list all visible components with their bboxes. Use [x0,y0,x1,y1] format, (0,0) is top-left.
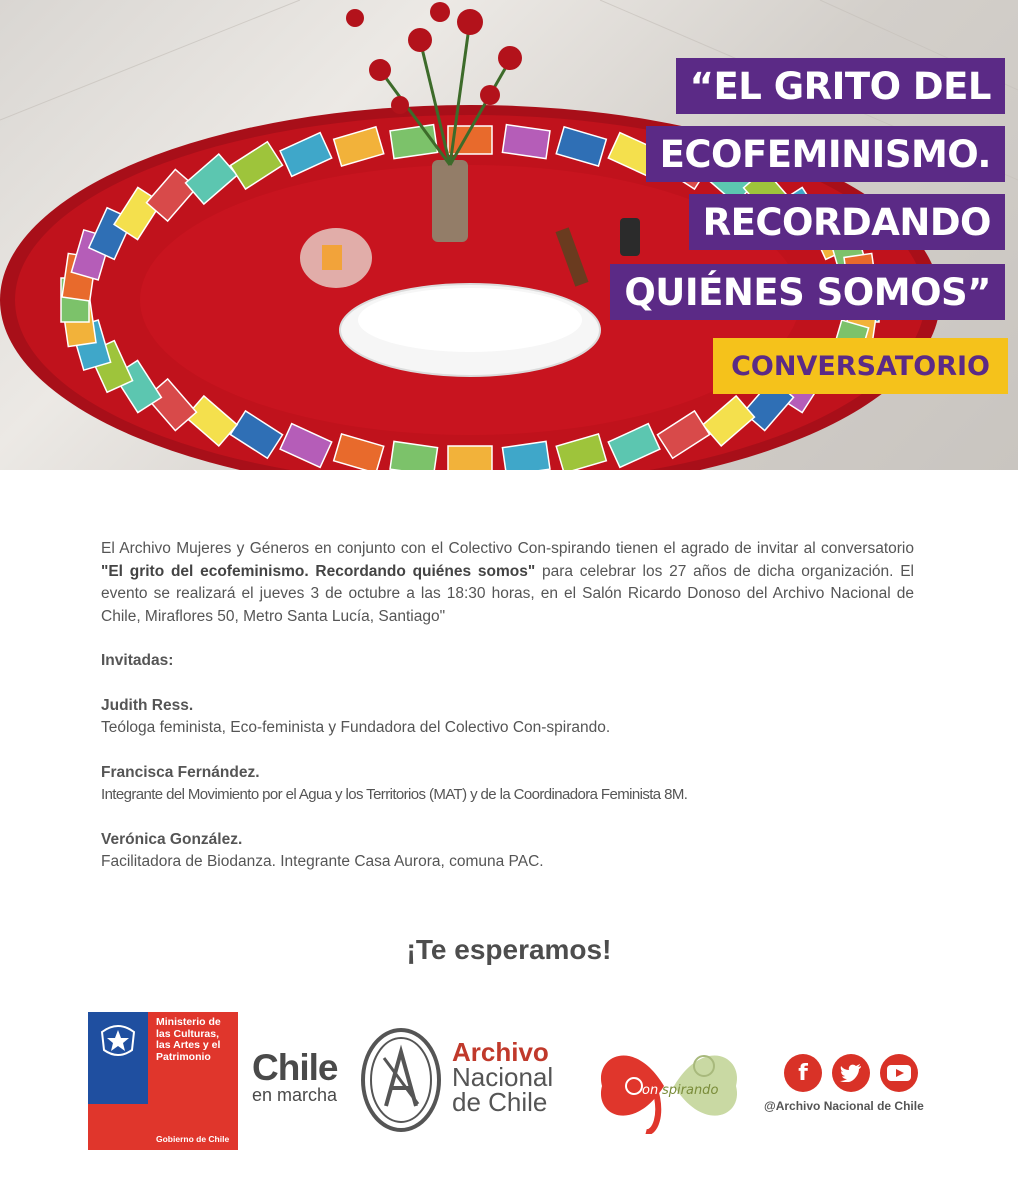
svg-text:on: on [642,1083,659,1098]
ministry-name-4: Patrimonio [156,1050,211,1063]
archivo-logo-line-3: de Chile [452,1087,548,1117]
title-line-2: ECOFEMINISMO. [646,126,1005,182]
guest-item [101,829,914,874]
chile-en-marcha-logo [252,1047,338,1105]
title-line-1: “EL GRITO DEL [676,58,1005,114]
title-line-4: QUIÉNES SOMOS” [610,264,1005,320]
ministry-name-2: las Culturas, [156,1027,220,1040]
guest-name: Verónica González. [101,830,243,848]
call-to-action: ¡Te esperamos! [406,934,612,965]
guest-name: Francisca Fernández. [101,763,260,781]
ministry-name-1: Ministerio de [156,1016,221,1028]
title-line-3: RECORDANDO [689,194,1005,250]
twitter-icon[interactable] [832,1054,870,1092]
guest-name: Judith Ress. [101,696,194,714]
gobierno-label: Gobierno de Chile [156,1134,230,1144]
guest-item [101,695,914,740]
svg-text:spirando: spirando [662,1083,719,1098]
social-handle: @Archivo Nacional de Chile [764,1099,924,1113]
intro-event-title: "El grito del ecofeminismo. Recordando quiénes somos" [101,562,536,580]
social-links [784,1054,918,1092]
guest-description: Facilitadora de Biodanza. Integrante Casa Aurora, comuna PAC. [101,853,544,870]
archivo-nacional-logo [452,1037,554,1117]
archivo-logo-line-1: Archivo [452,1037,549,1067]
event-type-badge: CONVERSATORIO [713,338,1008,394]
facebook-icon[interactable]: f [784,1054,822,1092]
booklet [390,125,438,159]
intro-text-1: El Archivo Mujeres y Géneros en conjunto con el Colectivo Con-spirando tienen el agrado de invitar al conversatorio [101,540,914,557]
ministry-logo [88,1012,238,1150]
archivo-logo-line-2: Nacional [452,1062,554,1092]
intro-text-2: para celebrar los 27 años de dicha organización. El evento se realizará el jueves 3 de octubre a las 18:30 horas, en el Salón Ricardo Donoso del Archivo Nacional de Chile, Miraflores 50, Metro Santa Lucía, Santiago" [101,562,914,625]
guests-heading: Invitadas: [101,652,174,669]
guest-item [101,762,914,807]
booklet [502,125,550,159]
booklet [448,446,492,470]
event-description [101,538,914,874]
conspirando-logo [594,1036,744,1134]
archivo-nacional-seal-icon [360,1028,442,1132]
chile-logo-small: en marcha [252,1085,338,1105]
chile-logo-big: Chile [252,1047,338,1088]
youtube-icon[interactable] [880,1054,918,1092]
ministry-name-3: las Artes y el [156,1039,221,1051]
guest-description: Integrante del Movimiento por el Agua y los Territorios (MAT) y de la Coordinadora Feminista 8M. [101,786,688,803]
guest-description: Teóloga feminista, Eco-feminista y Fundadora del Colectivo Con-spirando. [101,719,611,736]
hero-banner [0,0,1018,470]
intro-paragraph [101,538,914,628]
coat-of-arms-icon [94,1020,142,1060]
